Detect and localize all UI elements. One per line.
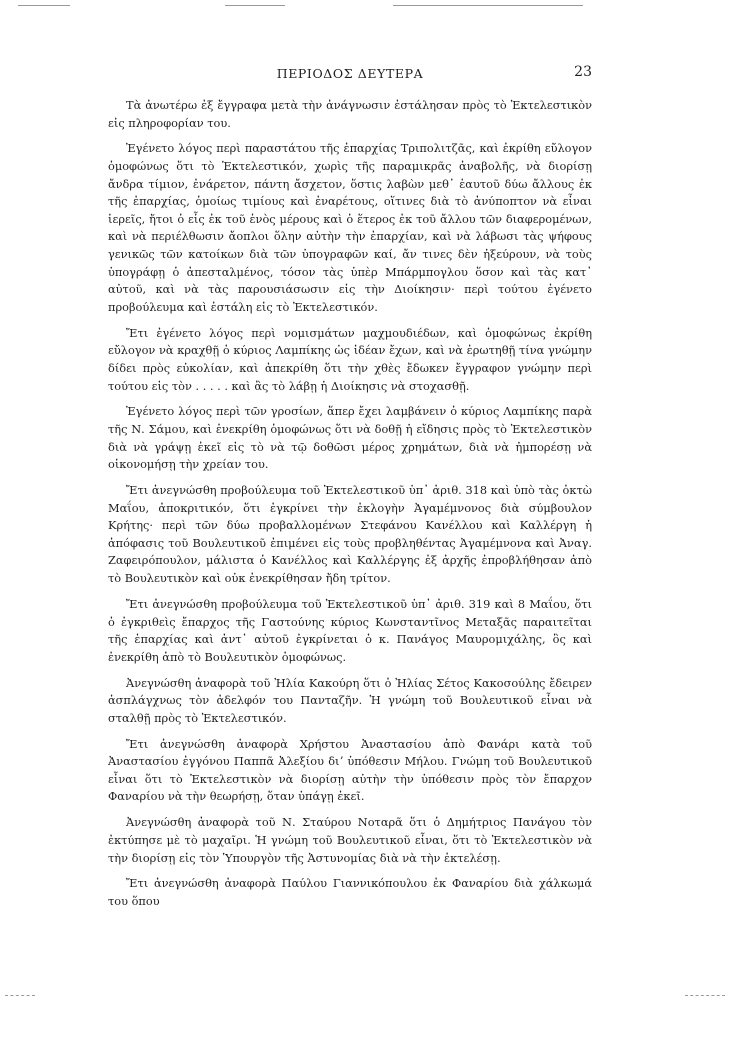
paragraph: Ἔτι ἀνεγνώσθη προβούλευμα τοῦ Ἐκτελεστικοῦ ὑπ᾽ ἀριθ. 318 καὶ ὑπὸ τὰς ὀκτὼ Μαΐου, ἀποκριτικόν, ὅτι ἐγκρίνει τὴν ἐκλογὴν Ἀγαμέμνονος διὰ σύμβουλον Κρήτης· περὶ τῶν δύω προβαλλομένων Στεφάνου Κανέλλου καὶ Καλλέργη ἡ ἀπόφασις τοῦ Βουλευτικοῦ ἐπιμένει εἰς τοὺς προβληθέντας Ἀγαμέμνονα καὶ Ἀναγ. Ζαφειρόπουλον, μάλιστα ὁ Κανέλλος καὶ Καλλέργης ἐξ ἀρχῆς ἐπροβλήθησαν ἀπὸ τὸ Βουλευτικὸν καὶ οὐκ ἐνεκρίθησαν ἤδη τρίτον. — [108, 483, 592, 586]
page-number: 23 — [574, 64, 592, 80]
paragraph: Ἀνεγνώσθη ἀναφορὰ τοῦ Ἠλία Κακούρη ὅτι ὁ Ἠλίας Σέτος Κακοσούλης ἔδειρεν ἀσπλάγχνως τὸν ἀδελφόν του Πανταζῆν. Ἡ γνώμη τοῦ Βουλευτικοῦ εἶναι νὰ σταλθῇ πρὸς τὸ Ἐκτελεστικόν. — [108, 675, 592, 725]
paragraph: Ἔτι ἀνεγνώσθη ἀναφορὰ Χρήστου Ἀναστασίου ἀπὸ Φανάρι κατὰ τοῦ Ἀναστασίου ἐγγόνου Παππᾶ Ἀλεξίου διʼ ὑπόθεσιν Μήλου. Γνώμη τοῦ Βουλευτικοῦ εἶναι ὅτι τὸ Ἐκτελεστικὸν νὰ διορίσῃ αὐτὴν τὴν ὑπόθεσιν πρὸς τὸν ἔπαρχον Φαναρίου νὰ τὴν θεωρήσῃ, ὅταν ὑπάγῃ ἐκεῖ. — [108, 736, 592, 804]
paragraph: Ἀνεγνώσθη ἀναφορὰ τοῦ Ν. Σταύρου Νοταρᾶ ὅτι ὁ Δημήτριος Πανάγου τὸν ἐκτύπησε μὲ τὸ μαχαῖρι. Ἡ γνώμη τοῦ Βουλευτικοῦ εἶναι, ὅτι τὸ Ἐκτελεστικὸν νὰ τὴν διορίσῃ εἰς τὸν Ὑπουργὸν τῆς Ἀστυνομίας διὰ νὰ τὴν ἐκτελέσῃ. — [108, 815, 592, 865]
page-body — [108, 97, 592, 919]
paragraph: Ἔτι ἀνεγνώσθη προβούλευμα τοῦ Ἐκτελεστικοῦ ὑπ᾽ ἀριθ. 319 καὶ 8 Μαΐου, ὅτι ὁ ἐγκριθεὶς ἔπαρχος τῆς Γαστούνης κύριος Κωνσταντῖνος Μεταξᾶς παραιτεῖται τῆς ἐπαρχίας καὶ ἀντ᾽ αὐτοῦ ἐγκρίνεται ὁ κ. Πανάγος Μαυρομιχάλης, ὃς καὶ ἐνεκρίθη ἀπὸ τὸ Βουλευτικὸν ὁμοφώνως. — [108, 596, 592, 664]
scan-edge-top-middle — [225, 5, 285, 6]
paragraph: Ἔτι ἀνεγνώσθη ἀναφορὰ Παύλου Γιαννικόπουλου ἐκ Φαναρίου διὰ χάλκωμά του ὅπου — [108, 876, 592, 909]
scan-edge-top-right — [393, 5, 583, 6]
paragraph: Ἐγένετο λόγος περὶ παραστάτου τῆς ἐπαρχίας Τριπολιτζᾶς, καὶ ἐκρίθη εὔλογον ὁμοφώνως ὅτι τὸ Ἐκτελεστικόν, χωρὶς τῆς παραμικρᾶς ἀναβολῆς, νὰ διορίσῃ ἄνδρα τίμιον, ἐνάρετον, πάντη ἄσχετον, ὅστις λαβὼν μεθ᾽ ἑαυτοῦ δύω ἄλλους ἐκ τῆς ἐπαρχίας, ὁμοίως τιμίους καὶ ἐναρέτους, οἵτινες διὰ τὸ ἀνύποπτον νὰ εἶναι ἱερεῖς, ἤτοι ὁ εἷς ἐκ τοῦ ἑνὸς μέρους καὶ ὁ ἕτερος ἐκ τοῦ ἄλλου τῶν διαφερομένων, καὶ νὰ περιέλθωσιν ἄοπλοι ὅλην αὐτὴν τὴν ἐπαρχίαν, καὶ νὰ λάβωσι τὰς ψήφους γενικῶς τῶν κατοίκων διὰ τῶν ὑπογραφῶν καί, ἄν τινες δὲν ἠξεύρουν, νὰ τοὺς ὑπογράφῃ ὁ ἀπεσταλμένος, τόσον τὰς ὑπὲρ Μπάρμπογλου ὅσον καὶ τὰς κατ᾽ αὐτοῦ, καὶ νὰ τὰς παρουσιάσωσιν εἰς τὴν Διοίκησιν· περὶ τούτου ἐγένετο προβούλευμα καὶ ἐστάλη εἰς τὸ Ἐκτελεστικόν. — [108, 141, 592, 314]
paragraph: Ἐγένετο λόγος περὶ τῶν γροσίων, ἅπερ ἔχει λαμβάνειν ὁ κύριος Λαμπίκης παρὰ τῆς Ν. Σάμου, καὶ ἐνεκρίθη ὁμοφώνως ὅτι νὰ δοθῇ ἡ εἴδησις πρὸς τὸ Ἐκτελεστικὸν διὰ νὰ γράψῃ ἐκεῖ εἰς τὸ νὰ τῷ δοθῶσι μέρος χρημάτων, διὰ νὰ ἠμπορέσῃ νὰ οἰκονομήσῃ τὴν χρείαν του. — [108, 404, 592, 472]
paragraph: Ἔτι ἐγένετο λόγος περὶ νομισμάτων μαχμουδιέδων, καὶ ὁμοφώνως ἐκρίθη εὔλογον νὰ κραχθῇ ὁ κύριος Λαμπίκης ὡς ἰδέαν ἔχων, καὶ νὰ ἐρωτηθῇ τίνα γνώμην δίδει πρὸς εὐκολίαν, καὶ ἀπεκρίθη ὅτι τὴν χθὲς ἔδωκεν ἔγγραφον γνώμην περὶ τούτου εἰς τὸν . . . . . καὶ ἂς τὸ λάβῃ ἡ Διοίκησις νὰ στοχασθῇ. — [108, 325, 592, 393]
scan-edge-bottom-left — [5, 995, 35, 996]
scan-edge-top-left — [18, 5, 70, 6]
paragraph: Τὰ ἀνωτέρω ἐξ ἔγγραφα μετὰ τὴν ἀνάγνωσιν ἐστάλησαν πρὸς τὸ Ἐκτελεστικὸν εἰς πληροφορίαν του. — [108, 98, 592, 130]
running-title: ΠΕΡΙΟΔΟΣ ΔΕΥΤΕΡΑ — [276, 66, 424, 81]
scan-edge-bottom-right — [685, 995, 725, 996]
page-header — [108, 64, 592, 84]
